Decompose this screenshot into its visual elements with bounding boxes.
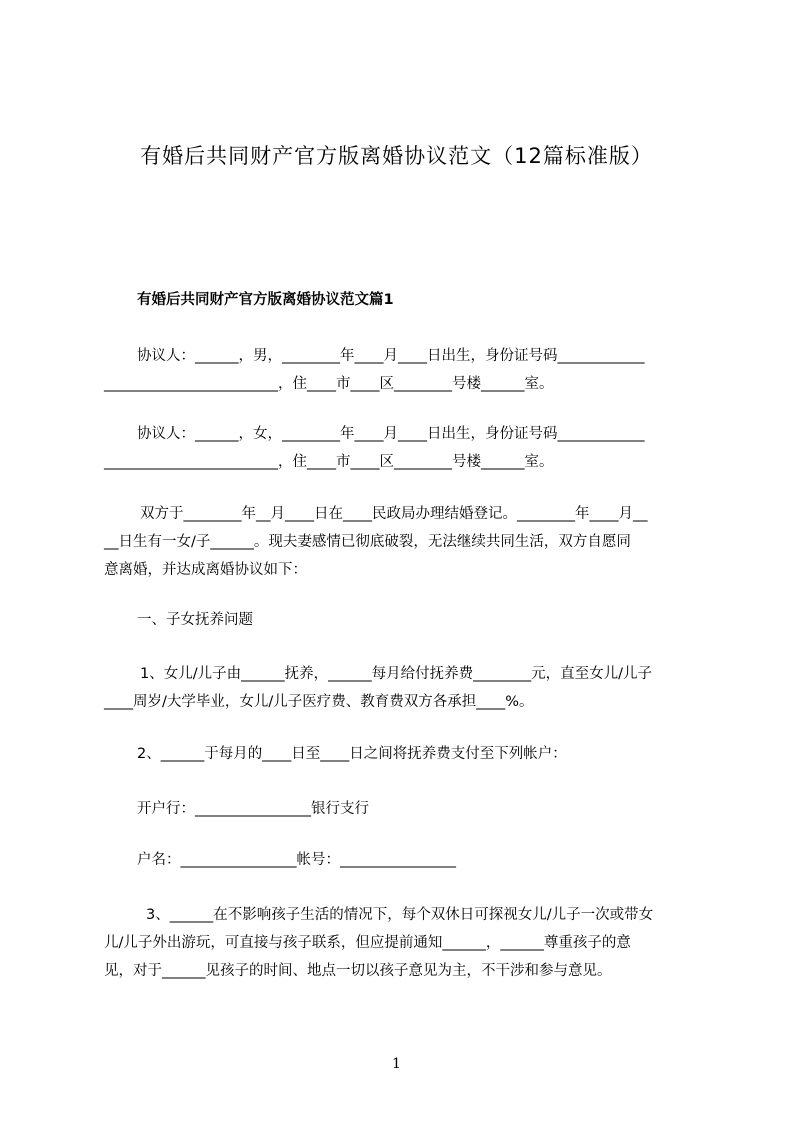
document-title: 有婚后共同财产官方版离婚协议范文（12篇标准版） (140, 144, 653, 168)
item-3-paragraph (104, 901, 704, 985)
paragraph-line: 意离婚，并达成离婚协议如下： (104, 562, 307, 578)
paragraph-line: 双方于________年__月____日在____民政局办理结婚登记。________年____月__ (140, 506, 648, 522)
intro-paragraph (104, 500, 704, 584)
paragraph-line: ________________________，住____市____区________号楼______室。 (104, 376, 554, 392)
item-2-paragraph: 2、______于每月的____日至____日之间将抚养费支付至下列帐户： (137, 746, 567, 762)
paragraph-line: 1、女儿/儿子由______抚养，______每月给付抚养费________元，直至女儿/儿子 (140, 666, 652, 682)
paragraph-line: 协议人：______，女，________年____月____日出生，身份证号码____________ (137, 426, 645, 442)
section-subtitle: 有婚后共同财产官方版离婚协议范文篇1 (137, 292, 394, 308)
paragraph-line: ____周岁/大学毕业，女儿/儿子医疗费、教育费双方各承担____%。 (104, 694, 534, 710)
bank-line: 开户行：________________银行支行 (137, 801, 369, 817)
section-heading: 一、子女抚养问题 (137, 612, 253, 628)
paragraph-line: 见，对于______见孩子的时间、地点一切以孩子意见为主，不干涉和参与意见。 (104, 963, 612, 979)
party-male-paragraph (104, 342, 704, 398)
party-female-paragraph (104, 420, 704, 476)
account-line: 户名：________________帐号：________________ (137, 852, 456, 868)
paragraph-line: 3、______在不影响孩子生活的情况下，每个双休日可探视女儿/儿子一次或带女 (146, 907, 654, 923)
paragraph-line: __日生有一女/子______。现夫妻感情已彻底破裂，无法继续共同生活，双方自愿同 (104, 534, 631, 550)
page-number: 1 (392, 1056, 401, 1072)
item-1-paragraph (104, 660, 704, 716)
paragraph-line: 儿/儿子外出游玩，可直接与孩子联系，但应提前通知______，______尊重孩子的意 (104, 935, 631, 951)
paragraph-line: 协议人：______，男，________年____月____日出生，身份证号码____________ (137, 348, 645, 364)
paragraph-line: ________________________，住____市____区________号楼______室。 (104, 454, 554, 470)
